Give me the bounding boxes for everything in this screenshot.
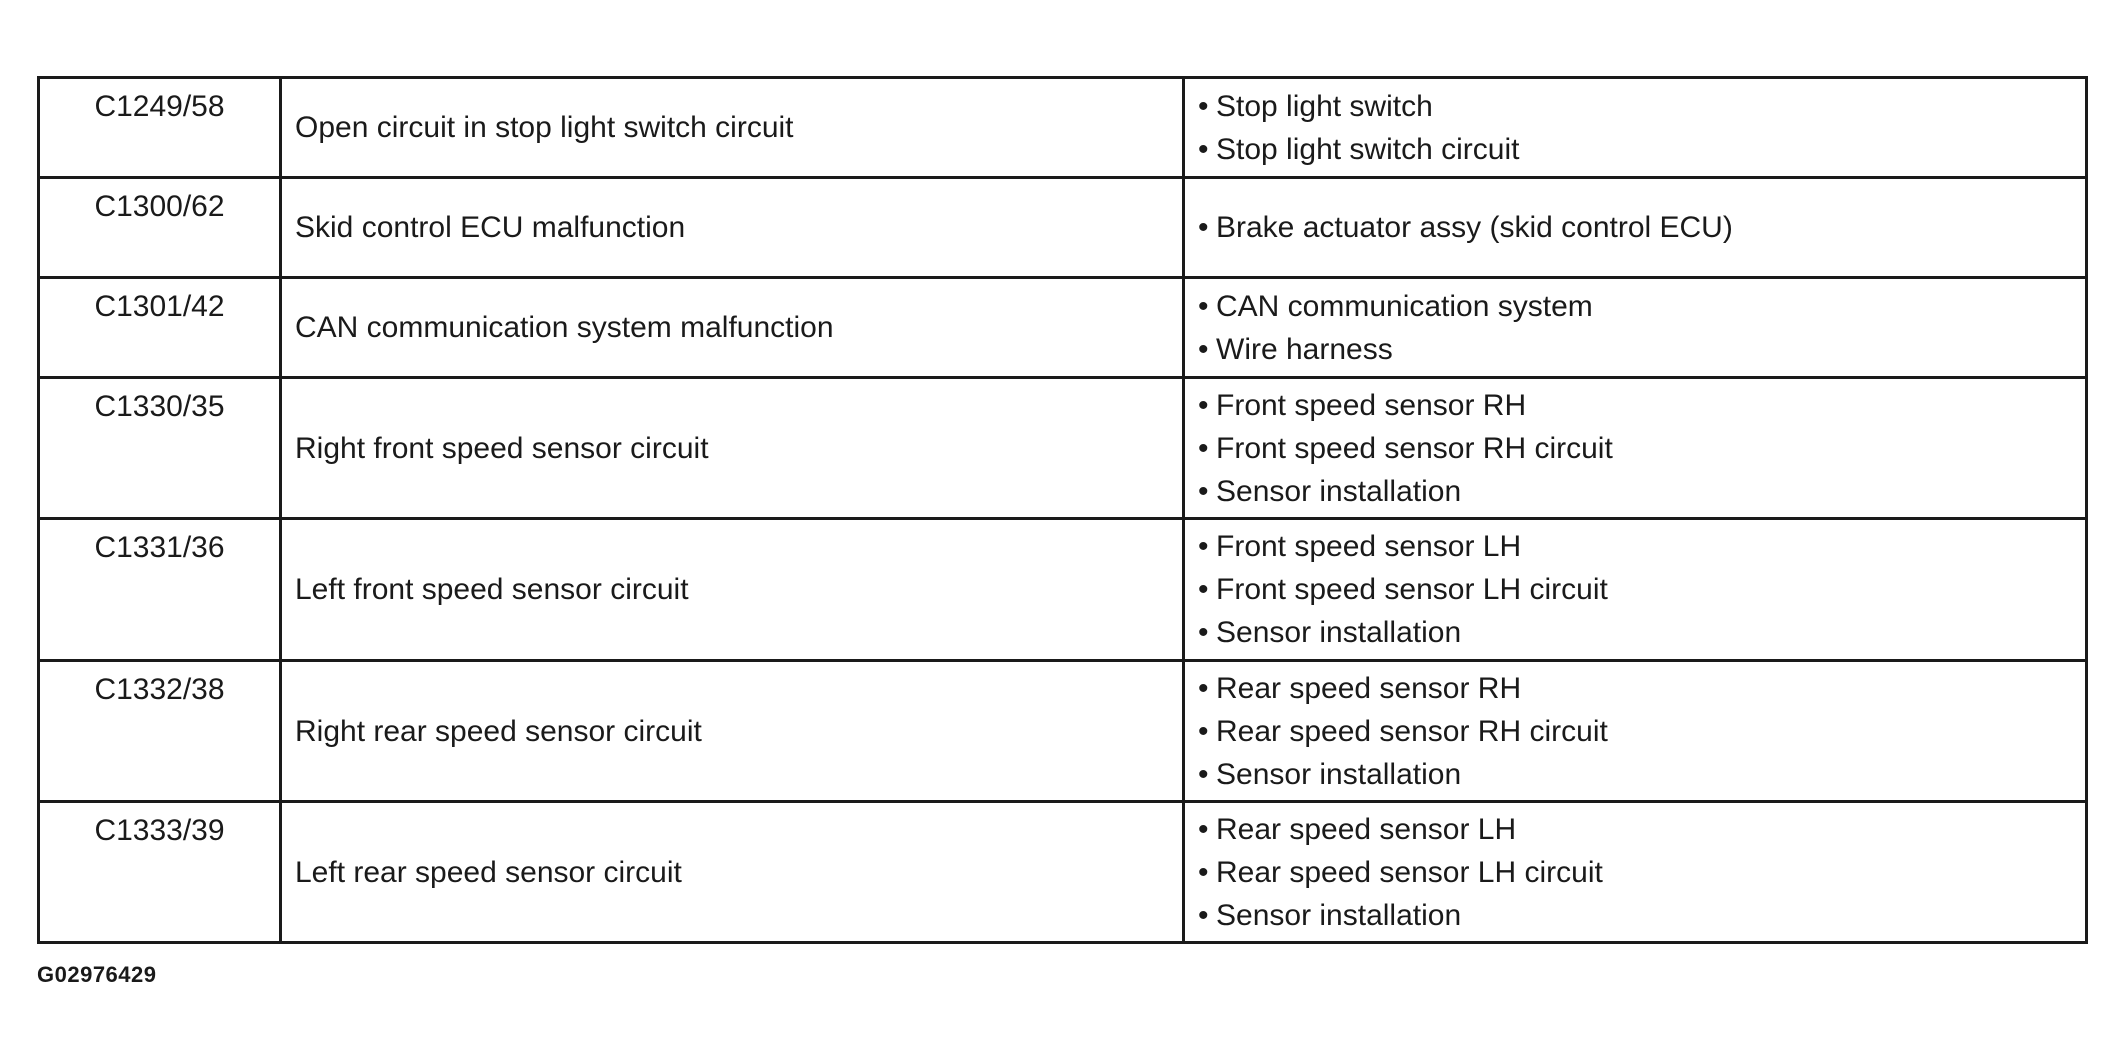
table-row: [39, 519, 2087, 661]
trouble-area-text: CAN communication system: [1216, 289, 1593, 323]
list-item: [1198, 851, 2085, 894]
table-row: [39, 278, 2087, 378]
dtc-code: C1300/62: [39, 178, 281, 278]
list-item: [1198, 427, 2085, 470]
bullet-icon: •: [1198, 332, 1209, 366]
bullet-icon: •: [1198, 431, 1209, 465]
detection-item: Right front speed sensor circuit: [281, 378, 1184, 519]
trouble-area-text: Stop light switch circuit: [1216, 132, 1520, 166]
trouble-area-text: Front speed sensor LH: [1216, 530, 1522, 563]
trouble-area-text: Rear speed sensor LH circuit: [1216, 855, 1603, 889]
bullet-icon: •: [1198, 530, 1209, 563]
list-item: [1198, 384, 2085, 427]
trouble-area-text: Brake actuator assy (skid control ECU): [1216, 211, 1733, 244]
detection-item: Left rear speed sensor circuit: [281, 802, 1184, 943]
dtc-code: C1333/39: [39, 802, 281, 943]
dtc-table-body: [39, 78, 2087, 943]
trouble-area-text: Stop light switch: [1216, 89, 1433, 123]
bullet-icon: •: [1198, 898, 1209, 932]
table-row: [39, 378, 2087, 519]
trouble-area: [1184, 378, 2087, 519]
table-row: [39, 178, 2087, 278]
trouble-area: [1184, 178, 2087, 278]
list-item: [1198, 667, 2085, 710]
list-item: [1198, 568, 2085, 611]
list-item: [1198, 894, 2085, 937]
bullet-icon: •: [1198, 474, 1209, 508]
bullet-icon: •: [1198, 757, 1209, 791]
trouble-area: [1184, 278, 2087, 378]
trouble-area-text: Sensor installation: [1216, 474, 1462, 508]
trouble-area-text: Rear speed sensor RH circuit: [1216, 714, 1608, 748]
bullet-icon: •: [1198, 671, 1209, 705]
table-row: [39, 661, 2087, 802]
list-item: [1198, 85, 2085, 128]
trouble-area-text: Front speed sensor RH: [1216, 388, 1527, 422]
table-row: [39, 78, 2087, 178]
bullet-icon: •: [1198, 211, 1209, 244]
dtc-code: C1332/38: [39, 661, 281, 802]
dtc-code: C1301/42: [39, 278, 281, 378]
list-item: [1198, 328, 2085, 371]
bullet-icon: •: [1198, 855, 1209, 889]
trouble-area-text: Sensor installation: [1216, 898, 1462, 932]
figure-id: G02976429: [37, 962, 157, 987]
trouble-area: [1184, 78, 2087, 178]
trouble-area: [1184, 802, 2087, 943]
bullet-icon: •: [1198, 89, 1209, 123]
trouble-area: [1184, 519, 2087, 661]
trouble-area-text: Sensor installation: [1216, 616, 1462, 649]
dtc-code: C1330/35: [39, 378, 281, 519]
list-item: [1198, 525, 2085, 568]
dtc-code: C1249/58: [39, 78, 281, 178]
trouble-area-text: Front speed sensor LH circuit: [1216, 573, 1608, 606]
list-item: [1198, 808, 2085, 851]
trouble-area-text: Wire harness: [1216, 332, 1393, 366]
table-row: [39, 802, 2087, 943]
detection-item: Open circuit in stop light switch circuit: [281, 78, 1184, 178]
bullet-icon: •: [1198, 616, 1209, 649]
bullet-icon: •: [1198, 812, 1209, 846]
detection-item: Skid control ECU malfunction: [281, 178, 1184, 278]
bullet-icon: •: [1198, 714, 1209, 748]
trouble-area-text: Front speed sensor RH circuit: [1216, 431, 1613, 465]
list-item: [1198, 206, 2085, 249]
list-item: [1198, 753, 2085, 796]
list-item: [1198, 128, 2085, 171]
list-item: [1198, 710, 2085, 753]
list-item: [1198, 285, 2085, 328]
trouble-area-text: Sensor installation: [1216, 757, 1462, 791]
trouble-area-text: Rear speed sensor LH: [1216, 812, 1517, 846]
bullet-icon: •: [1198, 289, 1209, 323]
detection-item: Left front speed sensor circuit: [281, 519, 1184, 661]
detection-item: CAN communication system malfunction: [281, 278, 1184, 378]
trouble-area-text: Rear speed sensor RH: [1216, 671, 1522, 705]
bullet-icon: •: [1198, 573, 1209, 606]
dtc-code: C1331/36: [39, 519, 281, 661]
bullet-icon: •: [1198, 388, 1209, 422]
list-item: [1198, 611, 2085, 654]
dtc-table: [37, 76, 2088, 944]
detection-item: Right rear speed sensor circuit: [281, 661, 1184, 802]
list-item: [1198, 470, 2085, 513]
trouble-area: [1184, 661, 2087, 802]
bullet-icon: •: [1198, 132, 1209, 166]
